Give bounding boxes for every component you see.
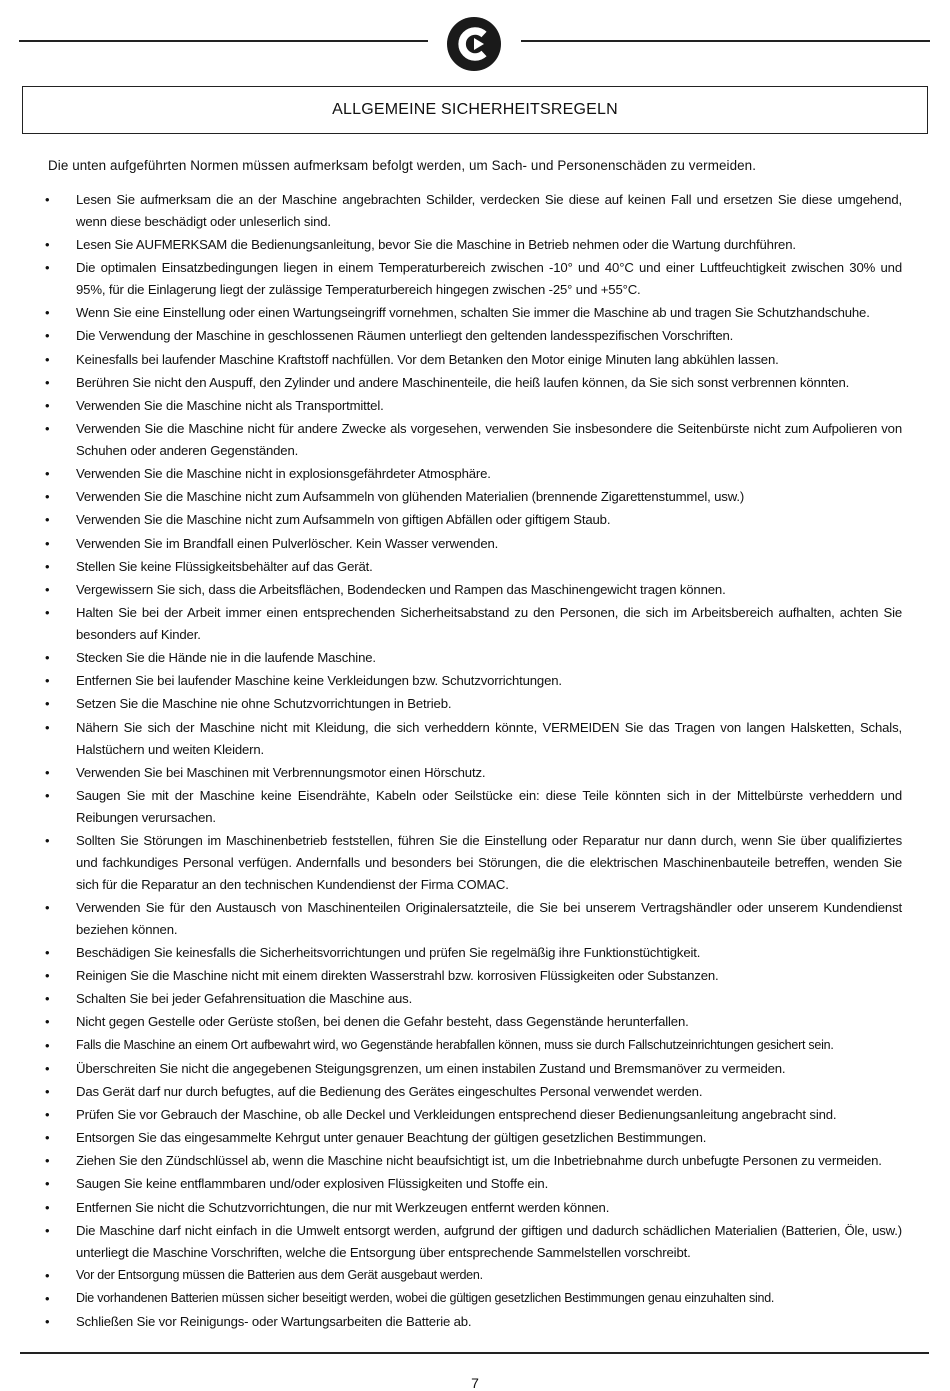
list-item xyxy=(0,988,950,1010)
bullet-icon: • xyxy=(45,1314,50,1330)
list-item xyxy=(0,418,950,462)
rule-text: Keinesfalls bei laufender Maschine Kraftstoff nachfüllen. Vor dem Betanken den Motor einige Minuten lang abkühlen lassen. xyxy=(76,351,779,367)
rule-text: Entsorgen Sie das eingesammelte Kehrgut unter genauer Beachtung der gültigen gesetzlichen Bestimmungen. xyxy=(76,1130,707,1146)
rule-text: Berühren Sie nicht den Auspuff, den Zylinder und andere Maschinenteile, die heiß laufen können, da Sie sich sonst verbrennen könnten. xyxy=(76,374,850,390)
list-item xyxy=(0,670,950,692)
page-number: 7 xyxy=(471,1375,479,1391)
list-item xyxy=(0,486,950,508)
list-item xyxy=(0,509,950,531)
bullet-icon: • xyxy=(45,374,50,390)
rule-text: Vor der Entsorgung müssen die Batterien aus dem Gerät ausgebaut werden. xyxy=(76,1267,483,1282)
list-item xyxy=(0,1011,950,1033)
bullet-icon: • xyxy=(45,1291,50,1306)
list-item xyxy=(0,602,950,646)
bullet-icon: • xyxy=(45,1199,50,1215)
rule-text: Nähern Sie sich der Maschine nicht mit Kleidung, die sich verheddern könnte, VERMEIDEN Sie das Tragen von langen Halsketten, Schals, Halstüchern und weiten Kleidern. xyxy=(76,719,902,757)
page-title: ALLGEMEINE SICHERHEITSREGELN xyxy=(332,101,618,118)
bullet-icon: • xyxy=(45,787,50,803)
rule-text: Verwenden Sie die Maschine nicht für andere Zwecke als vorgesehen, verwenden Sie insbesondere die Seitenbürste nicht zum Aufpolieren von Schuhen oder anderen Gegenständen. xyxy=(76,421,902,458)
bullet-icon: • xyxy=(45,328,50,344)
bullet-icon: • xyxy=(45,696,50,712)
rule-text: Lesen Sie AUFMERKSAM die Bedienungsanleitung, bevor Sie die Maschine in Betrieb nehmen oder die Wartung durchführen. xyxy=(76,237,796,253)
list-item xyxy=(0,579,950,601)
header-rule-right xyxy=(521,40,930,42)
list-item xyxy=(0,965,950,987)
bullet-icon: • xyxy=(45,421,50,437)
list-item xyxy=(0,325,950,347)
bullet-icon: • xyxy=(45,1267,50,1283)
bullet-icon: • xyxy=(45,1176,50,1192)
bullet-icon: • xyxy=(45,489,50,505)
rule-text: Verwenden Sie die Maschine nicht zum Aufsammeln von giftigen Abfällen oder giftigem Staub. xyxy=(76,512,611,528)
rule-text: Beschädigen Sie keinesfalls die Sicherheitsvorrichtungen und prüfen Sie regelmäßig ihre Funktionstüchtigkeit. xyxy=(76,944,701,960)
rule-text: Wenn Sie eine Einstellung oder einen Wartungseingriff vornehmen, schalten Sie immer die Maschine ab und tragen Sie Schutzhandschuhe. xyxy=(76,305,870,321)
rule-text: Schalten Sie bei jeder Gefahrensituation die Maschine aus. xyxy=(76,991,413,1007)
bullet-icon: • xyxy=(45,719,50,735)
intro-text: Die unten aufgeführten Normen müssen aufmerksam befolgt werden, um Sach- und Personenschäden zu vermeiden. xyxy=(48,158,757,173)
bullet-icon: • xyxy=(45,351,50,367)
rule-text: Setzen Sie die Maschine nie ohne Schutzvorrichtungen in Betrieb. xyxy=(76,696,452,712)
list-item xyxy=(0,785,950,829)
rule-text: Verwenden Sie im Brandfall einen Pulverlöscher. Kein Wasser verwenden. xyxy=(76,535,499,551)
bullet-icon: • xyxy=(45,237,50,253)
list-item xyxy=(0,234,950,256)
bullet-icon: • xyxy=(45,581,50,597)
rule-text: Vergewissern Sie sich, dass die Arbeitsflächen, Bodendecken und Rampen das Maschinengewicht tragen können. xyxy=(76,581,726,597)
rule-text: Schließen Sie vor Reinigungs- oder Wartungsarbeiten die Batterie ab. xyxy=(76,1314,472,1330)
list-item xyxy=(0,302,950,324)
rule-text: Verwenden Sie die Maschine nicht als Transportmittel. xyxy=(76,397,384,413)
bullet-icon: • xyxy=(45,764,50,780)
list-item xyxy=(0,1127,950,1149)
bullet-icon: • xyxy=(45,1060,50,1076)
list-item xyxy=(0,1104,950,1126)
list-item xyxy=(0,556,950,578)
bullet-icon: • xyxy=(45,397,50,413)
list-item xyxy=(0,533,950,555)
rule-text: Stellen Sie keine Flüssigkeitsbehälter auf das Gerät. xyxy=(76,558,373,574)
bullet-icon: • xyxy=(45,1014,50,1030)
list-item xyxy=(0,897,950,941)
list-item xyxy=(0,1288,950,1310)
rule-text: Entfernen Sie nicht die Schutzvorrichtungen, die nur mit Werkzeugen entfernt werden können. xyxy=(76,1199,610,1215)
list-item xyxy=(0,1265,950,1287)
rule-text: Das Gerät darf nur durch befugtes, auf die Bedienung des Gerätes eingeschultes Personal verwendet werden. xyxy=(76,1083,703,1099)
bullet-icon: • xyxy=(45,1037,50,1053)
rule-text: Saugen Sie mit der Maschine keine Eisendrähte, Kabeln oder Seilstücke ein: diese Teile könnten sich in der Mittelbürste verheddern und Reibungen verursachen. xyxy=(76,787,902,825)
rule-text: Überschreiten Sie nicht die angegebenen Steigungsgrenzen, um einen instabilen Zustand und Bremsmanöver zu vermeiden. xyxy=(76,1060,786,1076)
rule-text: Halten Sie bei der Arbeit immer einen entsprechenden Sicherheitsabstand zu den Personen, die sich im Arbeitsbereich aufhalten, achten Sie besonders auf Kinder. xyxy=(76,605,902,642)
bullet-icon: • xyxy=(45,899,50,915)
list-item xyxy=(0,762,950,784)
list-item xyxy=(0,1197,950,1219)
bullet-icon: • xyxy=(45,968,50,984)
rule-text: Lesen Sie aufmerksam die an der Maschine angebrachten Schilder, verdecken Sie diese auf keinen Fall und ersetzen Sie diese umgehend, wenn diese beschädigt oder unleserlich sind. xyxy=(76,192,902,229)
list-item xyxy=(0,1058,950,1080)
rule-text: Entfernen Sie bei laufender Maschine keine Verkleidungen bzw. Schutzvorrichtungen. xyxy=(76,673,562,689)
bullet-icon: • xyxy=(45,944,50,960)
rule-text: Reinigen Sie die Maschine nicht mit einem direkten Wasserstrahl bzw. korrosiven Flüssigkeiten oder Substanzen. xyxy=(76,968,719,984)
bullet-icon: • xyxy=(45,1083,50,1099)
bullet-icon: • xyxy=(45,605,50,621)
list-item xyxy=(0,693,950,715)
list-item xyxy=(0,372,950,394)
list-item xyxy=(0,717,950,761)
bullet-icon: • xyxy=(45,650,50,666)
rule-text: Verwenden Sie die Maschine nicht in explosionsgefährdeter Atmosphäre. xyxy=(76,466,491,482)
bullet-icon: • xyxy=(45,260,50,276)
list-item xyxy=(0,647,950,669)
rule-text: Ziehen Sie den Zündschlüssel ab, wenn die Maschine nicht beaufsichtigt ist, um die Inbetriebnahme durch unbefugte Personen zu vermeiden. xyxy=(76,1153,882,1169)
list-item xyxy=(0,942,950,964)
bullet-icon: • xyxy=(45,558,50,574)
list-item xyxy=(0,1081,950,1103)
rule-text: Die Maschine darf nicht einfach in die Umwelt entsorgt werden, aufgrund der giftigen und dadurch schädlichen Materialien (Batterien, Öle, usw.) unterliegt die Maschine Vorschriften, welche die Entsorgung über entsprechende Sammelstellen vorschreibt. xyxy=(76,1222,902,1260)
list-item xyxy=(0,1311,950,1333)
rule-text: Falls die Maschine an einem Ort aufbewahrt wird, wo Gegenstände herabfallen können, muss sie durch Fallschutzeinrichtungen gesichert sein. xyxy=(76,1037,834,1052)
rule-text: Verwenden Sie die Maschine nicht zum Aufsammeln von glühenden Materialien (brennende Zigarettenstummel, usw.) xyxy=(76,489,745,505)
list-item xyxy=(0,1220,950,1264)
rule-text: Die Verwendung der Maschine in geschlossenen Räumen unterliegt den geltenden landesspezifischen Vorschriften. xyxy=(76,328,734,344)
rule-text: Verwenden Sie bei Maschinen mit Verbrennungsmotor einen Hörschutz. xyxy=(76,764,486,780)
list-item xyxy=(0,395,950,417)
page-title-box xyxy=(22,86,928,134)
list-item xyxy=(0,257,950,301)
safety-rules-list xyxy=(0,189,950,1334)
rule-text: Verwenden Sie für den Austausch von Maschinenteilen Originalersatzteile, die Sie bei unserem Vertragshändler oder unserem Kundendienst beziehen können. xyxy=(76,899,902,937)
bullet-icon: • xyxy=(45,832,50,848)
header-rule-left xyxy=(19,40,428,42)
list-item xyxy=(0,830,950,896)
rule-text: Sollten Sie Störungen im Maschinenbetrieb feststellen, führen Sie die Einstellung oder Reparatur nur dann durch, wenn Sie über qualifiziertes und fachkundiges Personal verfügen. Andernfalls und besonders bei Störungen, die die elektrischen Maschinenbauteile betreffen, wenden Sie sich für die Reparatur an den technischen Kundendienst der Firma COMAC. xyxy=(76,832,902,892)
rule-text: Saugen Sie keine entflammbaren und/oder explosiven Flüssigkeiten und Stoffe ein. xyxy=(76,1176,549,1192)
bullet-icon: • xyxy=(45,1222,50,1238)
bullet-icon: • xyxy=(45,991,50,1007)
bullet-icon: • xyxy=(45,305,50,321)
rule-text: Die vorhandenen Batterien müssen sicher beseitigt werden, wobei die gültigen gesetzlichen Bestimmungen genau einzuhalten sind. xyxy=(76,1291,775,1305)
bullet-icon: • xyxy=(45,535,50,551)
rule-text: Nicht gegen Gestelle oder Gerüste stoßen, bei denen die Gefahr besteht, dass Gegenstände herunterfallen. xyxy=(76,1014,689,1030)
list-item xyxy=(0,463,950,485)
list-item xyxy=(0,189,950,233)
footer-rule xyxy=(20,1352,929,1354)
bullet-icon: • xyxy=(45,1107,50,1122)
rule-text: Stecken Sie die Hände nie in die laufende Maschine. xyxy=(76,650,376,666)
bullet-icon: • xyxy=(45,466,50,482)
rule-text: Die optimalen Einsatzbedingungen liegen in einem Temperaturbereich zwischen -10° und 40°C und einer Luftfeuchtigkeit zwischen 30% und 95%, für die Einlagerung liegt der zulässige Temperaturbereich hingegen zwischen -25° und +55°C. xyxy=(76,260,902,298)
list-item xyxy=(0,349,950,371)
bullet-icon: • xyxy=(45,1153,50,1169)
list-item xyxy=(0,1035,950,1057)
list-item xyxy=(0,1173,950,1195)
comac-logo-icon xyxy=(446,16,502,72)
bullet-icon: • xyxy=(45,512,50,528)
bullet-icon: • xyxy=(45,673,50,689)
bullet-icon: • xyxy=(45,1130,50,1146)
list-item xyxy=(0,1150,950,1172)
rule-text: Prüfen Sie vor Gebrauch der Maschine, ob alle Deckel und Verkleidungen entsprechend dieser Bedienungsanleitung angebracht sind. xyxy=(76,1107,837,1122)
bullet-icon: • xyxy=(45,192,50,207)
